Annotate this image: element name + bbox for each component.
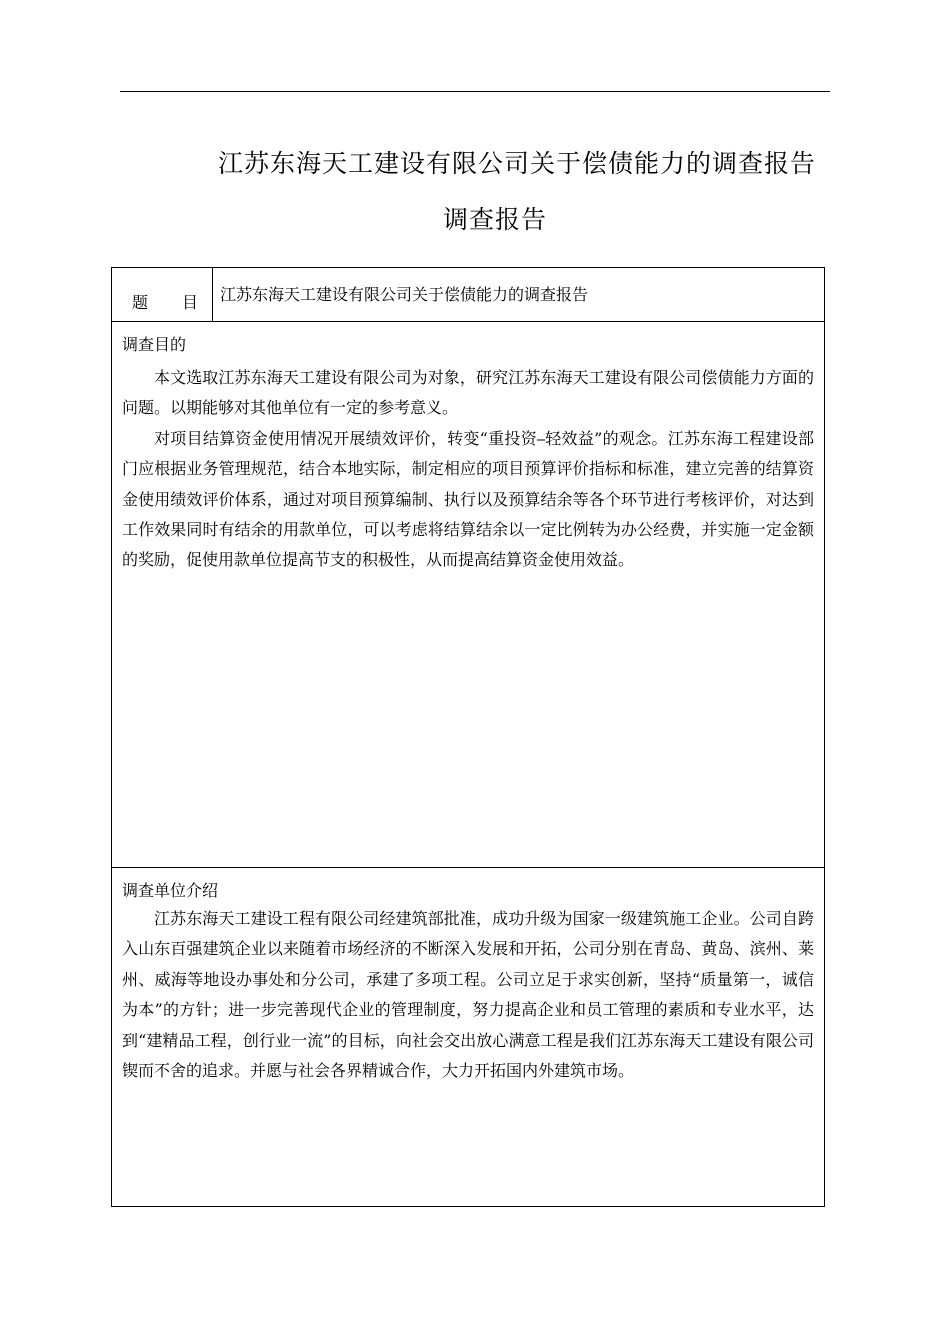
topic-label-cell xyxy=(112,268,213,322)
purpose-body xyxy=(122,363,814,576)
document-title: 江苏东海天工建设有限公司关于偿债能力的调查报告 xyxy=(217,149,816,178)
unit-section xyxy=(112,868,824,1206)
purpose-paragraph: 对项目结算资金使用情况开展绩效评价，转变“重投资⎯轻效益”的观念。江苏东海工程建设部门应根据业务管理规范，结合本地实际，制定相应的项目预算评价指标和标准，建立完善的结算资金使用绩效评价体系，通过对项目预算编制、执行以及预算结余等各个环节进行考核评价，对达到工作效果同时有结余的用款单位，可以考虑将结算结余以一定比例转为办公经费，并实施一定金额的奖励，促使用款单位提高节支的积极性，从而提高结算资金使用效益。 xyxy=(122,428,814,570)
topic-label-char-2: 目 xyxy=(182,293,199,312)
unit-body xyxy=(122,904,814,1086)
unit-paragraph: 江苏东海天工建设工程有限公司经建筑部批准，成功升级为国家一级建筑施工企业。公司自跨入山东百强建筑企业以来随着市场经济的不断深入发展和开拓，公司分别在青岛、黄岛、滨州、莱州、威海等地设办事处和分公司，承建了多项工程。公司立足于求实创新，坚持“质量第一，诚信为本”的方针；进一步完善现代企业的管理制度，努力提高企业和员工管理的素质和专业水平，达到“建精品工程，创行业一流”的目标，向社会交出放心满意工程是我们江苏东海天工建设有限公司 锲而不舍的追求。并愿与社会各界精诚合作，大力开拓国内外建筑市场。 xyxy=(122,909,814,1081)
topic-row xyxy=(112,268,824,322)
purpose-section xyxy=(112,322,824,868)
report-table xyxy=(111,267,825,1207)
header-rule xyxy=(120,91,830,92)
unit-heading: 调查单位介绍 xyxy=(122,881,219,900)
topic-label-char-1: 题 xyxy=(132,293,149,312)
document-subtitle: 调查报告 xyxy=(442,205,547,234)
topic-value: 江苏东海天工建设有限公司关于偿债能力的调查报告 xyxy=(220,285,589,304)
purpose-paragraph: 本文选取江苏东海天工建设有限公司为对象，研究江苏东海天工建设有限公司偿债能力方面的问题。以期能够对其他单位有一定的参考意义。 xyxy=(122,368,814,418)
purpose-heading: 调查目的 xyxy=(122,335,187,354)
